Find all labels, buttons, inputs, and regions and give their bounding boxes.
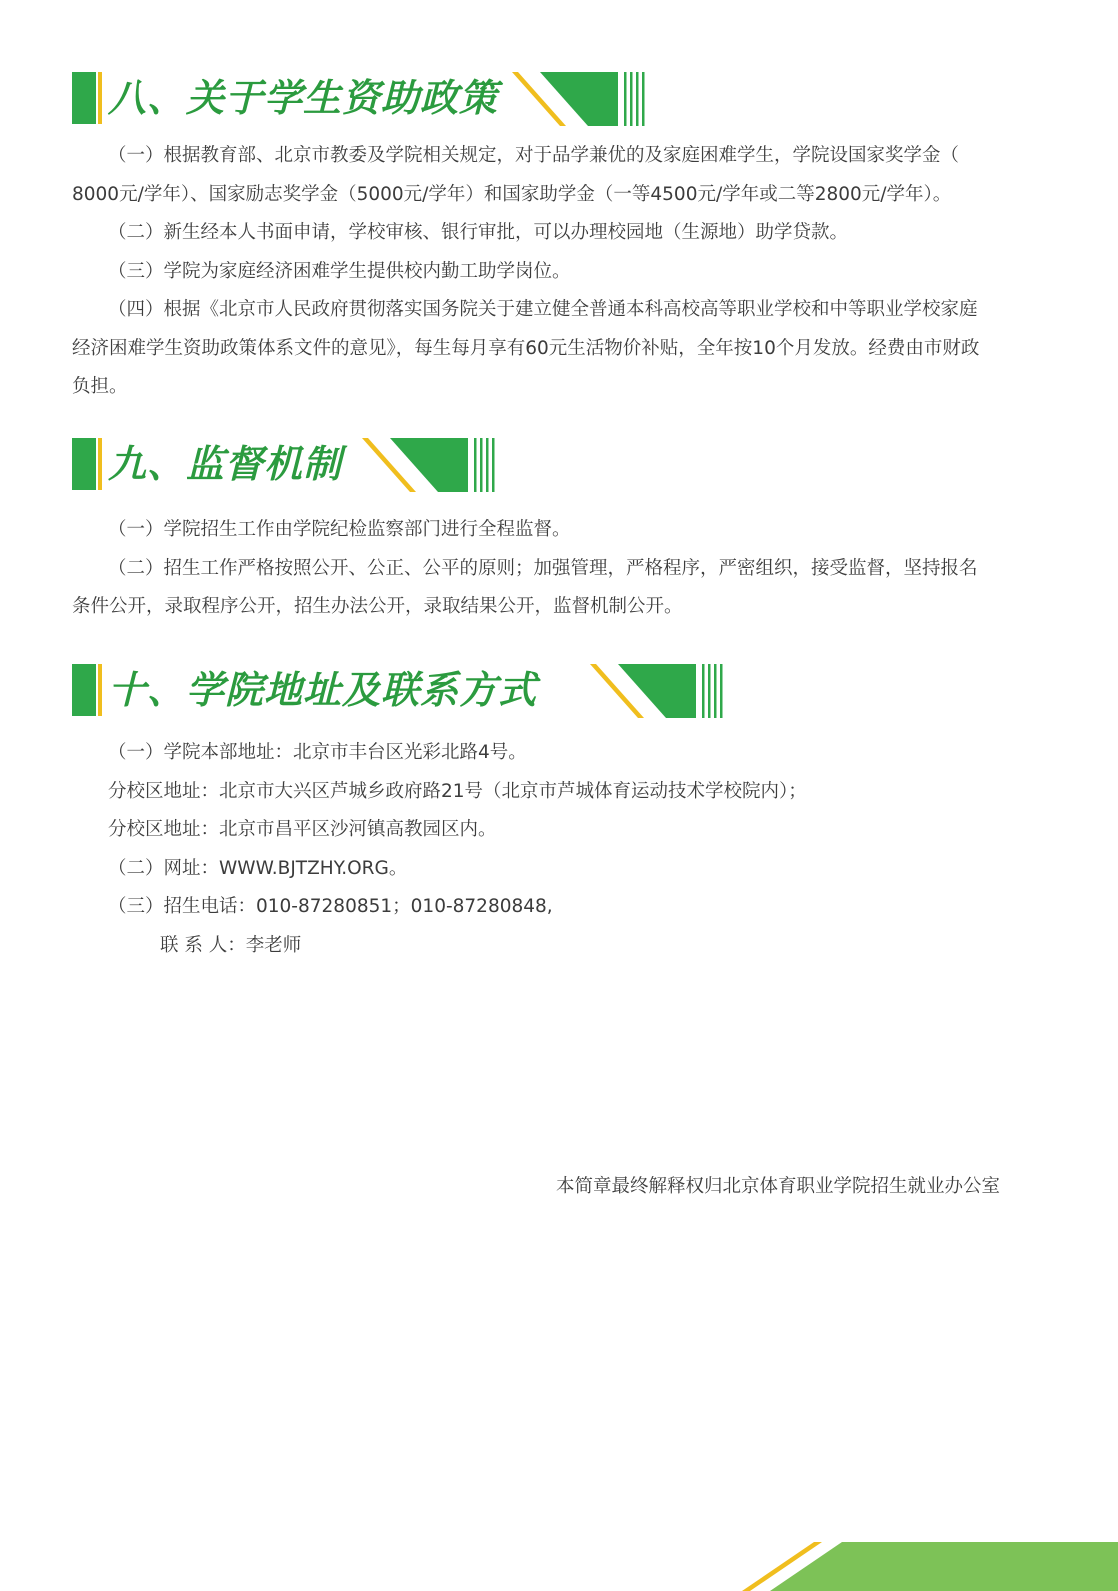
paragraph: （二）新生经本人书面申请，学校审核、银行审批，可以办理校园地（生源地）助学贷款。 bbox=[108, 222, 849, 243]
section-body-contact bbox=[72, 734, 1012, 965]
website-line: （二）网址：WWW.BJTZHY.ORG。 bbox=[108, 857, 408, 879]
header-stripe-decoration bbox=[356, 438, 506, 492]
header-stripe-decoration bbox=[506, 72, 656, 126]
header-green-block bbox=[72, 438, 96, 490]
header-yellow-bar bbox=[98, 664, 102, 716]
section-title: 九、监督机制 bbox=[108, 442, 343, 486]
contact-person: 联 系 人：李老师 bbox=[160, 934, 302, 956]
paragraph: （四）根据《北京市人民政府贯彻落实国务院关于建立健全普通本科高校高等职业学校和中等职业学校家庭 bbox=[108, 299, 978, 320]
header-yellow-bar bbox=[98, 438, 102, 490]
header-green-block bbox=[72, 664, 96, 716]
section-title: 十、学院地址及联系方式 bbox=[108, 668, 538, 712]
paragraph: （一）学院招生工作由学院纪检监察部门进行全程监督。 bbox=[108, 519, 571, 540]
section-header-financial-aid bbox=[72, 70, 652, 126]
paragraph: （三）学院为家庭经济困难学生提供校内勤工助学岗位。 bbox=[108, 260, 571, 282]
paragraph: 8000元/学年）、国家励志奖学金（5000元/学年）和国家助学金（一等4500元/学年或二等2800元/学年）。 bbox=[72, 183, 952, 205]
paragraph: 负担。 bbox=[72, 376, 128, 397]
section-header-contact bbox=[72, 662, 732, 718]
footer-note: 本简章最终解释权归北京体育职业学院招生就业办公室 bbox=[555, 1176, 1000, 1197]
paragraph: 条件公开，录取程序公开，招生办法公开，录取结果公开，监督机制公开。 bbox=[72, 596, 683, 617]
header-stripe-decoration bbox=[584, 664, 734, 718]
branch-campus-address: 分校区地址：北京市昌平区沙河镇高教园区内。 bbox=[108, 819, 497, 840]
section-body-financial-aid bbox=[72, 137, 1012, 407]
header-green-block bbox=[72, 72, 96, 124]
branch-campus-address: 分校区地址：北京市大兴区芦城乡政府路21号（北京市芦城体育运动技术学校院内）； bbox=[108, 780, 807, 802]
bottom-corner-decoration bbox=[720, 1500, 1118, 1591]
paragraph: 经济困难学生资助政策体系文件的意见》，每生每月享有60元生活物价补贴，全年按10个月发放。经费由市财政 bbox=[72, 337, 980, 359]
section-header-supervision bbox=[72, 436, 502, 492]
paragraph: （一）根据教育部、北京市教委及学院相关规定，对于品学兼优的及家庭困难学生，学院设国家奖学金（ bbox=[108, 145, 960, 166]
main-campus-address: （一）学院本部地址：北京市丰台区光彩北路4号。 bbox=[108, 742, 527, 763]
header-yellow-bar bbox=[98, 72, 102, 124]
section-body-supervision bbox=[72, 511, 1012, 627]
paragraph: （二）招生工作严格按照公开、公正、公平的原则；加强管理，严格程序，严密组织，接受监督，坚持报名 bbox=[108, 557, 978, 579]
section-title: 八、关于学生资助政策 bbox=[108, 76, 499, 120]
phone-line: （三）招生电话：010-87280851；010-87280848, bbox=[108, 896, 553, 917]
